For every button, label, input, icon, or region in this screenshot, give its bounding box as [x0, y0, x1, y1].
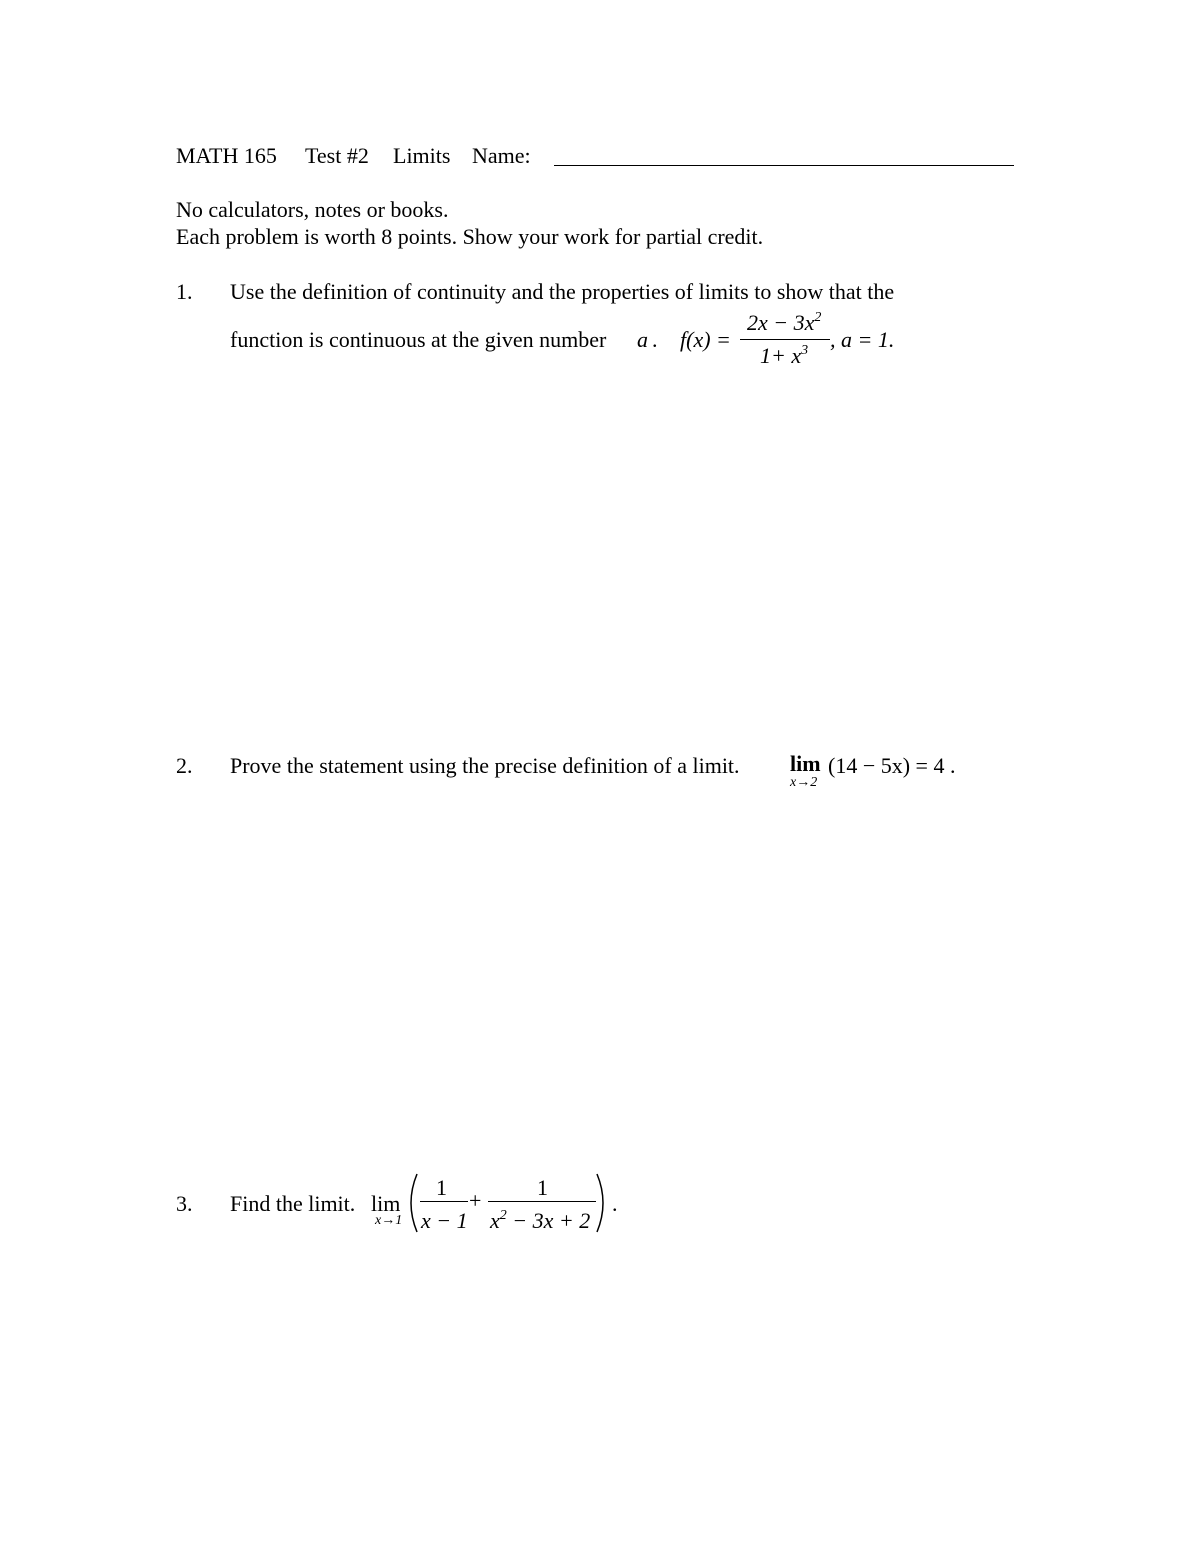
limit-expression: (14 − 5x) = 4 . [828, 753, 956, 778]
name-blank-line[interactable] [554, 165, 1014, 166]
lim-subscript: x→2 [790, 775, 818, 790]
course-label: MATH 165 [176, 143, 277, 168]
problem-text: Use the definition of continuity and the properties of limits to show that the [230, 279, 895, 304]
left-paren [403, 1172, 419, 1234]
variable-a: a [637, 327, 648, 352]
function-label: f(x) = [680, 327, 731, 352]
problem-number: 2. [176, 753, 193, 778]
fraction2-denominator: $x^2 - 3x + 2$ [490, 1208, 591, 1233]
instruction-line: No calculators, notes or books. [176, 197, 449, 222]
fraction2-numerator: 1 [537, 1175, 548, 1200]
fraction-denominator: $1+ x^3$ [760, 343, 809, 368]
instruction-line: Each problem is worth 8 points. Show your work for partial credit. [176, 224, 764, 249]
topic-label: Limits [393, 143, 451, 168]
problem-text: Prove the statement using the precise definition of a limit. [230, 753, 740, 778]
fraction-bar [740, 339, 830, 340]
test-number-label: Test #2 [305, 143, 369, 168]
plus-sign: + [469, 1188, 482, 1213]
problem-text: function is continuous at the given number [230, 327, 607, 352]
lim-subscript: x→1 [375, 1213, 403, 1228]
lim-operator: lim [371, 1191, 401, 1216]
name-label: Name: [472, 143, 531, 168]
fraction1-numerator: 1 [436, 1175, 447, 1200]
fraction2-bar [488, 1201, 596, 1202]
fraction1-bar [420, 1201, 468, 1202]
condition: , a = 1. [830, 327, 895, 352]
fraction-numerator: $2x - 3x^2$ [747, 310, 822, 335]
period: . [612, 1191, 618, 1216]
problem-text: Find the limit. [230, 1191, 356, 1216]
period: . [652, 327, 658, 352]
problem-number: 3. [176, 1191, 193, 1216]
problem-number: 1. [176, 279, 193, 304]
right-paren [595, 1172, 611, 1234]
fraction1-denominator: x − 1 [421, 1208, 468, 1233]
lim-operator: lim [790, 751, 821, 776]
